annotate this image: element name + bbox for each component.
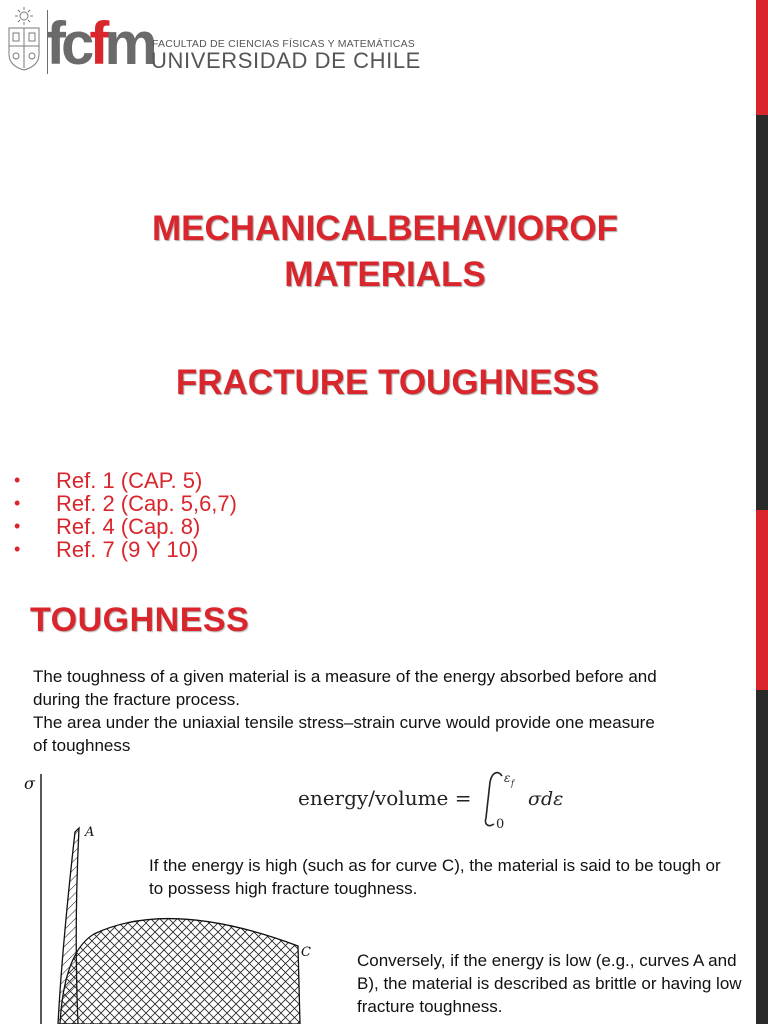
toughness-area-paragraph: The area under the uniaxial tensile stress–strain curve would provide one measure of toughness xyxy=(33,713,655,755)
curve-c xyxy=(60,919,300,1024)
list-item: • Ref. 4 (Cap. 8) xyxy=(14,514,201,539)
faculty-name: FACULTAD DE CIENCIAS FÍSICAS Y MATEMÁTICAS xyxy=(152,38,415,50)
energy-integral-formula xyxy=(298,768,588,832)
toughness-definition: The toughness of a given material is a measure of the energy absorbed before and during the fracture process. xyxy=(33,667,657,709)
list-item: • Ref. 2 (Cap. 5,6,7) xyxy=(14,491,237,516)
curve-a-label: A xyxy=(85,825,95,840)
bullet-icon: • xyxy=(14,539,21,559)
low-toughness-note: Conversely, if the energy is low (e.g., curves A and B), the material is described as brittle or having low fracture toughness. xyxy=(357,951,742,1016)
formula-upper-limit: ε xyxy=(504,771,511,785)
right-edge-accent-top xyxy=(756,0,768,115)
list-item: • Ref. 1 (CAP. 5) xyxy=(14,468,203,493)
title-line-1: MECHANICALBEHAVIOROF xyxy=(151,209,618,248)
formula-upper-limit-sub: f xyxy=(511,779,514,788)
right-edge-accent-mid xyxy=(756,510,768,690)
formula-integrand: σdε xyxy=(528,788,564,810)
page-subtitle: FRACTURE TOUGHNESS xyxy=(175,363,600,402)
list-item: • Ref. 7 (9 Y 10) xyxy=(14,537,199,562)
high-toughness-note: If the energy is high (such as for curve C), the material is said to be tough or to possess high fracture toughness. xyxy=(149,856,721,898)
formula-lower-limit: 0 xyxy=(496,817,505,832)
university-crest-icon xyxy=(6,6,42,72)
curve-c-label: C xyxy=(301,945,311,960)
university-name: UNIVERSIDAD DE CHILE xyxy=(151,48,421,73)
reference-list xyxy=(12,469,237,561)
y-axis-label: σ xyxy=(24,774,35,793)
page-title xyxy=(60,206,710,298)
title-line-2: MATERIALS xyxy=(284,255,486,294)
fcfm-logo: fcfm xyxy=(46,10,153,77)
formula-lhs: energy/volume = xyxy=(298,786,472,810)
bullet-icon: • xyxy=(14,516,21,536)
bullet-icon: • xyxy=(14,470,21,490)
bullet-icon: • xyxy=(14,493,21,513)
section-heading: TOUGHNESS xyxy=(30,601,250,639)
